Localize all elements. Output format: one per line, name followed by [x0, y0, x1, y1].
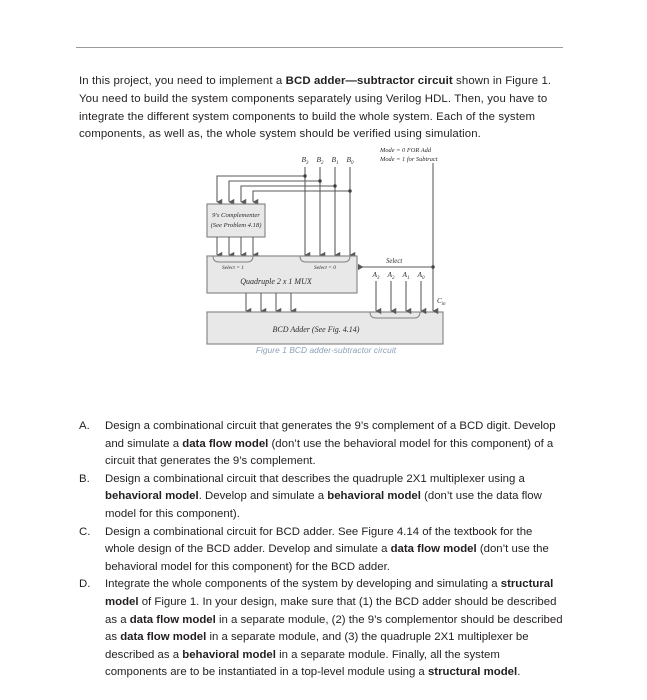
mux-select-right-label: Select = 0	[314, 265, 336, 271]
nines-complementer-subtitle: (See Problem 4.18)	[210, 222, 262, 229]
task-list	[79, 418, 563, 682]
task-marker-d: D.	[79, 578, 91, 591]
b-input-bus	[305, 167, 350, 256]
a-input-wires	[376, 281, 421, 311]
label-b0: $B_0$	[346, 155, 354, 166]
task-marker-b: B.	[79, 472, 90, 485]
header-divider	[76, 47, 563, 48]
mux-select-left-label: Select = 1	[222, 265, 244, 271]
label-mode-subtract: Mode = 1 for Subtract	[380, 156, 438, 163]
nines-complementer-box	[207, 204, 265, 237]
label-a3: $A_3$	[372, 270, 380, 281]
label-b3: $B_3$	[301, 155, 309, 166]
task-item-a	[79, 418, 563, 471]
b-branch-junction-dots	[303, 174, 351, 192]
task-item-d	[79, 576, 563, 682]
label-a1: $A_1$	[402, 270, 410, 281]
task-item-b	[79, 471, 563, 524]
label-a0: $A_0$	[417, 270, 425, 281]
label-b1: $B_1$	[331, 155, 339, 166]
figure-1-bcd-adder-subtractor	[196, 143, 456, 369]
label-b2: $B_2$	[316, 155, 324, 166]
label-mode-add: Mode = 0 FOR Add	[380, 147, 432, 154]
task-text-a: Design a combinational circuit that generates the 9’s complement of a BCD digit. Develop and simulate a data flow model (don’t use the behavioral model for this component) of a circuit that generates the 9’s complement.	[105, 420, 556, 468]
complementer-input-arrows	[217, 195, 253, 202]
bcd-adder-title: BCD Adder (See Fig. 4.14)	[272, 325, 360, 334]
task-item-c	[79, 524, 563, 577]
complementer-output-wires	[217, 237, 253, 255]
mux-title: Quadruple 2 x 1 MUX	[240, 277, 312, 286]
label-a2: $A_2$	[387, 270, 395, 281]
b-branch-wires	[217, 176, 350, 201]
label-carry-in: $C_{in}$	[437, 297, 446, 307]
nines-complementer-title: 9's Complementer	[212, 212, 260, 219]
task-text-d: Integrate the whole components of the system by developing and simulating a structural model of Figure 1. In your design, make sure that (1) the BCD adder should be described as a data flow model in a separate module, (2) the 9’s complementor should be described as data flow model in a separate module, and (3) the quadruple 2X1 multiplexer be described as a behavioral model in a separate module. Finally, all the system components are to be instantiated in a top-level module using a structural model.	[105, 578, 563, 679]
task-marker-c: C.	[79, 525, 91, 538]
task-marker-a: A.	[79, 420, 90, 432]
b-bus-into-mux-arrows	[305, 247, 350, 255]
task-text-b: Design a combinational circuit that describes the quadruple 2X1 multiplexer using a behavioral model. Develop and simulate a behavioral model (don’t use the data flow model for this component).	[105, 472, 542, 520]
figure-diagram	[196, 143, 456, 369]
task-text-c: Design a combinational circuit for BCD adder. See Figure 4.14 of the textbook for the whole design of the BCD adder. Develop and simulate a data flow model (don’t use the behavioral model for this component) for the BCD adder.	[105, 525, 549, 573]
label-select: Select	[386, 258, 403, 265]
intro-paragraph: In this project, you need to implement a BCD adder—subtractor circuit shown in Figure 1. You need to build the system components separately using Verilog HDL. Then, you have to integrate the different system components to build the whole system. Each of the system components, as well as, the whole system should be verified using simulation.	[79, 75, 552, 141]
figure-caption: Figure 1 BCD adder-subtractor circuit	[255, 345, 397, 355]
mux-output-wires	[246, 293, 291, 311]
